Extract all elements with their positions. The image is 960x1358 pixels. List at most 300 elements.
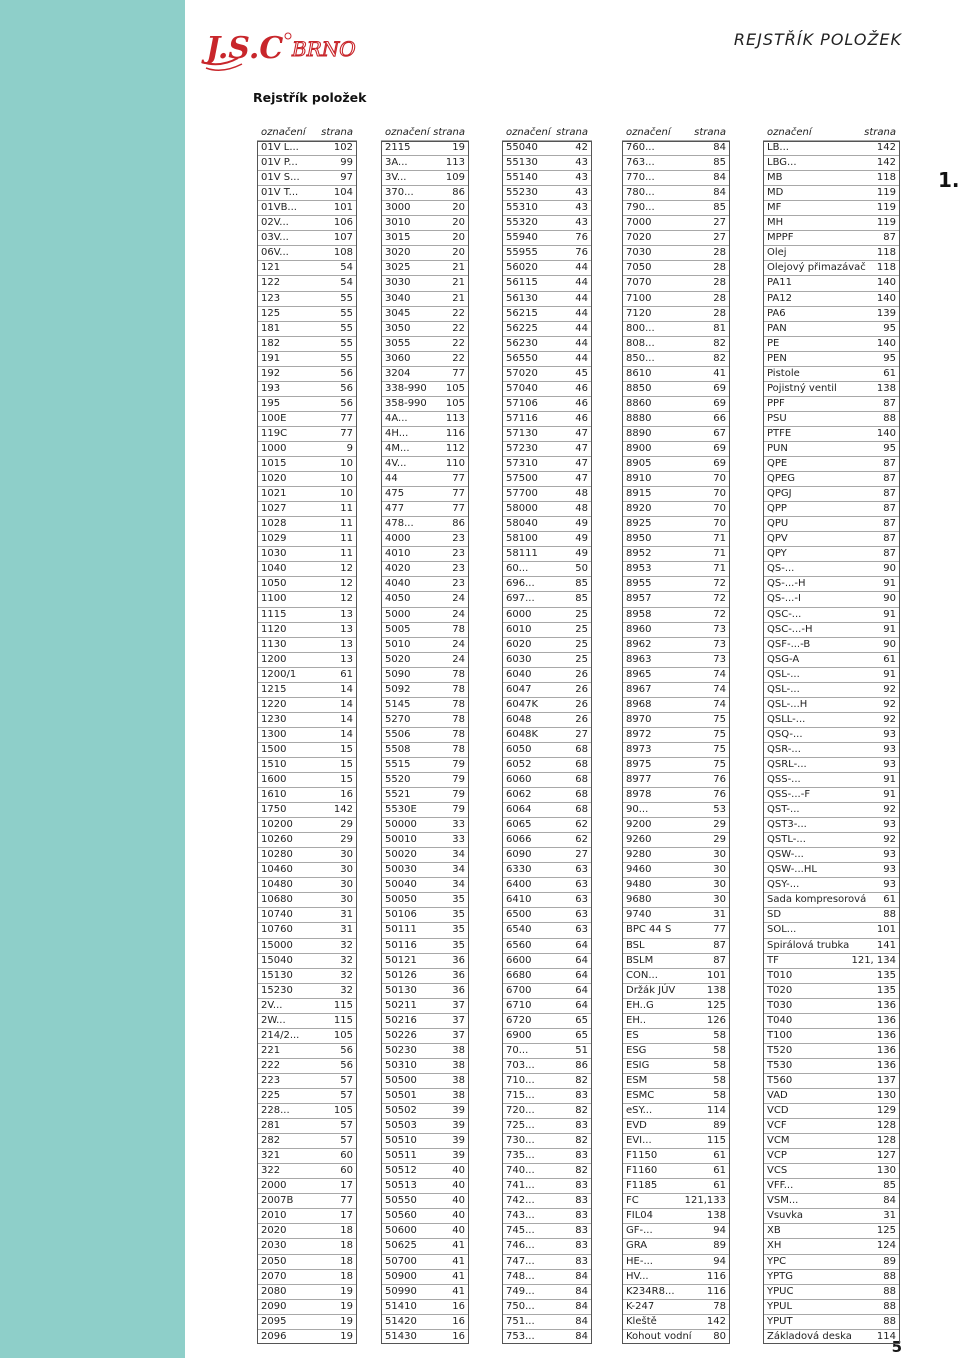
item-page: 28 [676, 291, 730, 306]
item-code: 725... [502, 1119, 547, 1134]
item-code: 760... [622, 141, 676, 156]
item-code: 222 [257, 1058, 307, 1073]
item-page: 99 [307, 156, 357, 171]
item-page: 31 [832, 1209, 901, 1224]
item-code: 50900 [381, 1269, 425, 1284]
item-code: 50700 [381, 1254, 425, 1269]
item-page: 71 [676, 532, 730, 547]
item-code: 748... [502, 1269, 547, 1284]
item-code: 10280 [257, 848, 307, 863]
item-code: 5530E [381, 803, 425, 818]
item-code: 119C [257, 426, 307, 441]
item-page: 107 [307, 231, 357, 246]
item-code: 125 [257, 306, 307, 321]
item-code: QSTL-... [763, 833, 832, 848]
svg-text:J.S.C: J.S.C [206, 31, 284, 66]
item-code: Spirálová trubka [763, 938, 832, 953]
item-page: 36 [425, 953, 469, 968]
item-code: 55140 [502, 171, 547, 186]
item-code: 57700 [502, 487, 547, 502]
item-page: 101 [307, 201, 357, 216]
item-page: 140 [832, 336, 901, 351]
item-code: 57020 [502, 366, 547, 381]
item-page: 60 [307, 1164, 357, 1179]
item-page: 93 [832, 863, 901, 878]
item-code: 01V L... [257, 141, 307, 156]
item-code: 56215 [502, 306, 547, 321]
item-page: 81 [676, 321, 730, 336]
item-page: 40 [425, 1194, 469, 1209]
item-code: 2020 [257, 1224, 307, 1239]
item-page: 46 [547, 381, 592, 396]
item-code: 3000 [381, 201, 425, 216]
item-code: T560 [763, 1073, 832, 1088]
item-code: 50625 [381, 1239, 425, 1254]
item-code: ESIG [622, 1058, 676, 1073]
item-page: 65 [547, 1013, 592, 1028]
item-page: 83 [547, 1149, 592, 1164]
item-page: 64 [547, 983, 592, 998]
item-page: 101 [676, 968, 730, 983]
item-code: XH [763, 1239, 832, 1254]
item-code: 1230 [257, 712, 307, 727]
item-code: 55320 [502, 216, 547, 231]
item-code: 01V T... [257, 186, 307, 201]
item-page: 95 [832, 321, 901, 336]
item-code: 6030 [502, 652, 547, 667]
item-page: 55 [307, 351, 357, 366]
item-code: 703... [502, 1058, 547, 1073]
item-code: 57500 [502, 472, 547, 487]
item-page: 20 [425, 216, 469, 231]
item-page: 78 [425, 682, 469, 697]
item-page: 27 [547, 848, 592, 863]
item-page: 83 [547, 1194, 592, 1209]
item-page: 21 [425, 276, 469, 291]
item-page: 11 [307, 517, 357, 532]
item-code: 9280 [622, 848, 676, 863]
item-code: 8967 [622, 682, 676, 697]
item-page: 83 [547, 1179, 592, 1194]
item-code: PA11 [763, 276, 832, 291]
item-code: 6500 [502, 908, 547, 923]
item-code: 696... [502, 577, 547, 592]
item-page: 88 [832, 1284, 901, 1299]
item-page: 32 [307, 953, 357, 968]
item-code: 50510 [381, 1134, 425, 1149]
item-code: 8978 [622, 788, 676, 803]
item-code: 8920 [622, 502, 676, 517]
item-code: 741... [502, 1179, 547, 1194]
item-page: 44 [547, 306, 592, 321]
item-page: 87 [676, 938, 730, 953]
item-page: 93 [832, 742, 901, 757]
item-page: 78 [425, 727, 469, 742]
item-page: 56 [307, 396, 357, 411]
item-page: 92 [832, 803, 901, 818]
item-page: 61 [832, 366, 901, 381]
item-code: MPPF [763, 231, 832, 246]
item-code: 214/2... [257, 1028, 307, 1043]
item-code: 6540 [502, 923, 547, 938]
item-page: 89 [676, 1119, 730, 1134]
item-page: 21 [425, 291, 469, 306]
item-code: 2010 [257, 1209, 307, 1224]
item-page: 14 [307, 697, 357, 712]
item-code: 1115 [257, 607, 307, 622]
item-page: 41 [425, 1284, 469, 1299]
item-code: QSS-...-F [763, 788, 832, 803]
item-page: 31 [676, 908, 730, 923]
item-code: FC [622, 1194, 676, 1209]
item-code: 3020 [381, 246, 425, 261]
item-page: 34 [425, 863, 469, 878]
item-code: VAD [763, 1089, 832, 1104]
item-page: 16 [425, 1299, 469, 1314]
item-page: 10 [307, 457, 357, 472]
item-code: 57106 [502, 396, 547, 411]
item-code: 6680 [502, 968, 547, 983]
item-code: 8953 [622, 562, 676, 577]
item-page: 55 [307, 336, 357, 351]
item-code: 808... [622, 336, 676, 351]
item-page: 102 [307, 141, 357, 156]
item-page: 142 [307, 803, 357, 818]
item-page: 91 [832, 577, 901, 592]
item-code: 1600 [257, 773, 307, 788]
item-page: 29 [676, 818, 730, 833]
item-code: 9740 [622, 908, 676, 923]
item-code: 1100 [257, 592, 307, 607]
item-page: 54 [307, 276, 357, 291]
item-page: 92 [832, 697, 901, 712]
item-page: 83 [547, 1209, 592, 1224]
item-code: 2000 [257, 1179, 307, 1194]
item-code: 9480 [622, 878, 676, 893]
item-page: 55 [307, 291, 357, 306]
item-code: 1510 [257, 757, 307, 772]
item-code: 193 [257, 381, 307, 396]
item-page: 35 [425, 923, 469, 938]
header-page: strana [694, 127, 726, 138]
item-page: 91 [832, 622, 901, 637]
item-code: 51420 [381, 1314, 425, 1329]
item-page: 41 [425, 1254, 469, 1269]
item-page: 63 [547, 923, 592, 938]
item-page: 62 [547, 818, 592, 833]
item-code: 191 [257, 351, 307, 366]
item-page: 30 [307, 893, 357, 908]
item-code: PA12 [763, 291, 832, 306]
item-page: 73 [676, 637, 730, 652]
item-page: 87 [832, 547, 901, 562]
item-code: 50550 [381, 1194, 425, 1209]
item-page: 26 [547, 712, 592, 727]
item-code: 9460 [622, 863, 676, 878]
item-code: 50130 [381, 983, 425, 998]
item-code: ESMC [622, 1089, 676, 1104]
item-page: 44 [547, 336, 592, 351]
item-code: 2095 [257, 1314, 307, 1329]
item-code: 50513 [381, 1179, 425, 1194]
item-page: 84 [676, 186, 730, 201]
item-code: 50116 [381, 938, 425, 953]
item-page: 30 [676, 863, 730, 878]
item-page: 85 [676, 201, 730, 216]
item-page: 79 [425, 757, 469, 772]
item-page: 43 [547, 171, 592, 186]
item-page: 70 [676, 517, 730, 532]
item-page: 22 [425, 321, 469, 336]
item-page: 58 [676, 1089, 730, 1104]
item-code: 6066 [502, 833, 547, 848]
item-code: 50503 [381, 1119, 425, 1134]
item-page: 119 [832, 186, 901, 201]
item-code: 6048K [502, 727, 547, 742]
item-code: 338-990 [381, 381, 425, 396]
item-page: 19 [425, 141, 469, 156]
item-page: 91 [832, 788, 901, 803]
item-code: 50216 [381, 1013, 425, 1028]
sidebar-band [0, 0, 185, 1358]
item-code: 01V S... [257, 171, 307, 186]
item-code: 10460 [257, 863, 307, 878]
item-code: Olej [763, 246, 832, 261]
item-code: ES [622, 1028, 676, 1043]
item-page: 135 [832, 968, 901, 983]
item-code: 50560 [381, 1209, 425, 1224]
item-page: 87 [832, 396, 901, 411]
item-code: 1750 [257, 803, 307, 818]
item-code: YPC [763, 1254, 832, 1269]
item-page: 30 [307, 848, 357, 863]
item-code: 9680 [622, 893, 676, 908]
item-code: 15040 [257, 953, 307, 968]
item-page: 69 [676, 396, 730, 411]
item-code: 1040 [257, 562, 307, 577]
item-code: 55040 [502, 141, 547, 156]
item-page: 26 [547, 697, 592, 712]
item-page: 38 [425, 1073, 469, 1088]
item-code: 5506 [381, 727, 425, 742]
item-page: 92 [832, 682, 901, 697]
item-page: 56 [307, 366, 357, 381]
item-code: 50600 [381, 1224, 425, 1239]
item-code: 8915 [622, 487, 676, 502]
item-page: 68 [547, 742, 592, 757]
item-code: 7030 [622, 246, 676, 261]
item-code: QS-... [763, 562, 832, 577]
item-page: 75 [676, 712, 730, 727]
item-page: 47 [547, 457, 592, 472]
item-code: YPTG [763, 1269, 832, 1284]
item-code: 2070 [257, 1269, 307, 1284]
item-code: 8977 [622, 773, 676, 788]
item-page: 30 [307, 878, 357, 893]
item-page: 142 [832, 156, 901, 171]
item-page: 140 [832, 426, 901, 441]
item-page: 63 [547, 878, 592, 893]
header-code: označení [626, 127, 671, 138]
item-page: 14 [307, 712, 357, 727]
item-code: 8880 [622, 411, 676, 426]
item-code: 6060 [502, 773, 547, 788]
item-code: 8860 [622, 396, 676, 411]
item-page: 108 [307, 246, 357, 261]
item-code: 8950 [622, 532, 676, 547]
item-page: 115 [307, 1013, 357, 1028]
item-code: QSL-...H [763, 697, 832, 712]
item-code: 10740 [257, 908, 307, 923]
item-code: QSY-... [763, 878, 832, 893]
item-code: 3060 [381, 351, 425, 366]
item-page: 57 [307, 1119, 357, 1134]
item-page: 83 [547, 1089, 592, 1104]
item-code: 5520 [381, 773, 425, 788]
item-code: 8610 [622, 366, 676, 381]
item-page: 29 [307, 833, 357, 848]
item-page: 86 [547, 1058, 592, 1073]
item-page: 24 [425, 607, 469, 622]
item-page: 20 [425, 231, 469, 246]
item-code: 720... [502, 1104, 547, 1119]
item-page: 15 [307, 757, 357, 772]
item-code: 1028 [257, 517, 307, 532]
item-page: 23 [425, 532, 469, 547]
item-page: 15 [307, 773, 357, 788]
item-code: 790... [622, 201, 676, 216]
item-code: 2007B [257, 1194, 307, 1209]
item-code: 2050 [257, 1254, 307, 1269]
item-code: 3045 [381, 306, 425, 321]
item-code: 9200 [622, 818, 676, 833]
item-page: 34 [425, 848, 469, 863]
item-page: 125 [676, 998, 730, 1013]
item-code: 6090 [502, 848, 547, 863]
item-code: PPF [763, 396, 832, 411]
item-page: 20 [425, 201, 469, 216]
item-code: PSU [763, 411, 832, 426]
table-frame [763, 141, 900, 1344]
item-page: 87 [676, 953, 730, 968]
item-page: 30 [676, 848, 730, 863]
page-number: 5 [891, 1338, 902, 1356]
item-code: 6560 [502, 938, 547, 953]
item-page: 60 [307, 1149, 357, 1164]
item-code: T010 [763, 968, 832, 983]
item-page: 69 [676, 457, 730, 472]
item-page: 90 [832, 562, 901, 577]
item-code: EH..G [622, 998, 676, 1013]
item-code: 6065 [502, 818, 547, 833]
item-code: 10260 [257, 833, 307, 848]
item-code: 3204 [381, 366, 425, 381]
item-code: FIL04 [622, 1209, 676, 1224]
item-page: 82 [547, 1134, 592, 1149]
item-page: 22 [425, 351, 469, 366]
item-page: 136 [832, 1028, 901, 1043]
item-page: 25 [547, 637, 592, 652]
item-page: 63 [547, 908, 592, 923]
item-page: 92 [832, 712, 901, 727]
item-page: 39 [425, 1149, 469, 1164]
item-code: 8965 [622, 667, 676, 682]
item-code: eSY... [622, 1104, 676, 1119]
item-page: 14 [307, 682, 357, 697]
item-code: 2030 [257, 1239, 307, 1254]
item-page: 44 [547, 291, 592, 306]
item-code: PEN [763, 351, 832, 366]
item-code: 1300 [257, 727, 307, 742]
item-code: QSR-... [763, 742, 832, 757]
item-page: 130 [832, 1089, 901, 1104]
item-code: 477 [381, 502, 425, 517]
item-page: 73 [676, 622, 730, 637]
item-code: Kohout vodní [622, 1329, 676, 1344]
item-page: 29 [307, 818, 357, 833]
item-code: SOL... [763, 923, 832, 938]
item-page: 93 [832, 818, 901, 833]
item-code: 57040 [502, 381, 547, 396]
item-page: 38 [425, 1089, 469, 1104]
item-code: 4010 [381, 547, 425, 562]
item-code: EVI... [622, 1134, 676, 1149]
item-page: 119 [832, 201, 901, 216]
item-code: 747... [502, 1254, 547, 1269]
item-code: 50990 [381, 1284, 425, 1299]
item-page: 78 [425, 622, 469, 637]
item-page: 11 [307, 547, 357, 562]
item-code: 2080 [257, 1284, 307, 1299]
item-page: 84 [547, 1299, 592, 1314]
item-page: 47 [547, 426, 592, 441]
item-code: 8963 [622, 652, 676, 667]
item-code: QPY [763, 547, 832, 562]
item-page: 18 [307, 1254, 357, 1269]
item-page: 44 [547, 351, 592, 366]
item-code: 750... [502, 1299, 547, 1314]
item-code: BSL [622, 938, 676, 953]
item-page: 17 [307, 1179, 357, 1194]
item-code: QPE [763, 457, 832, 472]
item-page: 33 [425, 833, 469, 848]
item-code: 7000 [622, 216, 676, 231]
item-code: 5515 [381, 757, 425, 772]
item-page: 58 [676, 1043, 730, 1058]
item-page: 35 [425, 908, 469, 923]
item-page: 70 [676, 487, 730, 502]
item-page: 40 [425, 1209, 469, 1224]
item-page: 61 [676, 1149, 730, 1164]
item-code: 55940 [502, 231, 547, 246]
item-page: 93 [832, 878, 901, 893]
item-page: 11 [307, 502, 357, 517]
table-header-row [622, 126, 730, 141]
item-page: 121,133 [676, 1194, 730, 1209]
item-code: 763... [622, 156, 676, 171]
item-code: K-247 [622, 1299, 676, 1314]
item-code: 6047K [502, 697, 547, 712]
item-page: 85 [676, 156, 730, 171]
item-page: 93 [832, 848, 901, 863]
item-code: 02V... [257, 216, 307, 231]
item-page: 22 [425, 336, 469, 351]
table-frame [622, 141, 730, 1344]
item-page: 91 [832, 667, 901, 682]
item-page: 56 [307, 1058, 357, 1073]
item-page: 16 [307, 788, 357, 803]
item-page: 78 [425, 667, 469, 682]
